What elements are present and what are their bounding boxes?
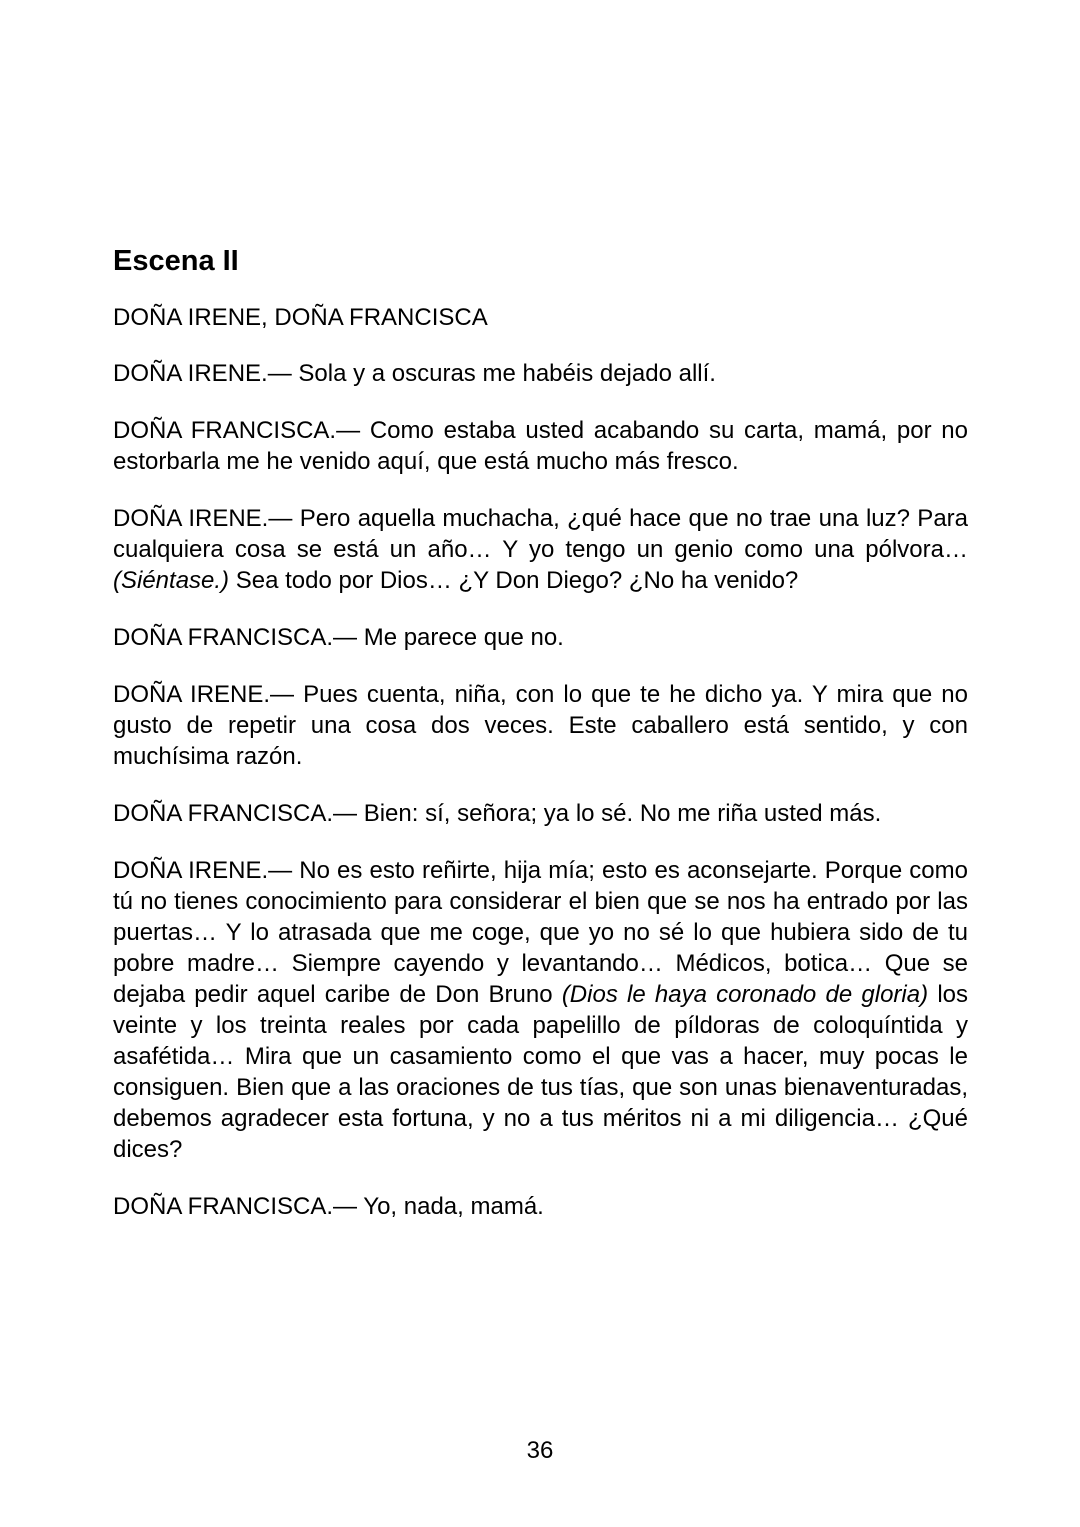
speaker-name: DOÑA IRENE.— [113,857,293,884]
dialogue-line [113,415,968,477]
scene-title: Escena II [113,245,239,277]
speaker-name: DOÑA IRENE.— [113,360,292,387]
dialogue-text: Como estaba usted acabando su carta, mamá, por no estorbarla me he venido aquí, que está mucho más fresco. [113,417,968,475]
dialogue-line [113,622,968,653]
dialogue-text: Bien: sí, señora; ya lo sé. No me riña usted más. [363,800,882,827]
dialogue-text: Pues cuenta, niña, con lo que te he dicho ya. Y mira que no gusto de repetir una cosa dos veces. Este caballero está sentido, y con muchísima razón. [113,681,968,770]
page-body [113,243,968,1248]
dialogue-text: Sola y a oscuras me habéis dejado allí. [298,360,716,387]
speaker-name: DOÑA IRENE.— [113,681,295,708]
dialogue-line [113,358,968,389]
dialogue-text: Sea todo por Dios… ¿Y Don Diego? ¿No ha venido? [235,567,799,594]
page-number: 36 [526,1437,554,1464]
dialogue-line [113,1191,968,1222]
stage-direction: (Dios le haya coronado de gloria) [561,981,929,1008]
speaker-name: DOÑA IRENE.— [113,505,293,532]
dialogue-text: Yo, nada, mamá. [363,1193,544,1220]
speaker-name: DOÑA FRANCISCA.— [113,417,361,444]
dialogue-text: Me parece que no. [363,624,564,651]
dialogue-line [113,855,968,1165]
stage-direction: (Siéntase.) [113,567,230,594]
speaker-name: DOÑA FRANCISCA.— [113,800,358,827]
speaker-name: DOÑA FRANCISCA.— [113,1193,358,1220]
dialogue-line [113,679,968,772]
dialogue-text: los veinte y los treinta reales por cada papelillo de píldoras de coloquíntida y asafétida… Mira que un casamiento como el que vas a hacer, muy pocas le consiguen. Bien que a las oraciones de tus tías, que son unas bienaventuradas, debemos agradecer esta fortuna, y no a tus méritos ni a mi diligencia… ¿Qué dices? [113,981,968,1163]
dialogue-line [113,503,968,596]
dialogue-text: No es esto reñirte, hija mía; esto es aconsejarte. Porque como tú no tienes conocimiento para considerar el bien que se nos ha entrado por las puertas… Y lo atrasada que me coge, que yo no sé lo que hubiera sido de tu pobre madre… Siempre cayendo y levantando… Médicos, botica… Que se dejaba pedir aquel caribe de Don Bruno [113,857,968,1008]
speaker-name: DOÑA FRANCISCA.— [113,624,358,651]
dialogue-line [113,798,968,829]
dialogue-text: Pero aquella muchacha, ¿qué hace que no trae una luz? Para cualquiera cosa se está un año… Y yo tengo un genio como una pólvora… [113,505,969,563]
scene-cast: DOÑA IRENE, DOÑA FRANCISCA [113,304,488,331]
